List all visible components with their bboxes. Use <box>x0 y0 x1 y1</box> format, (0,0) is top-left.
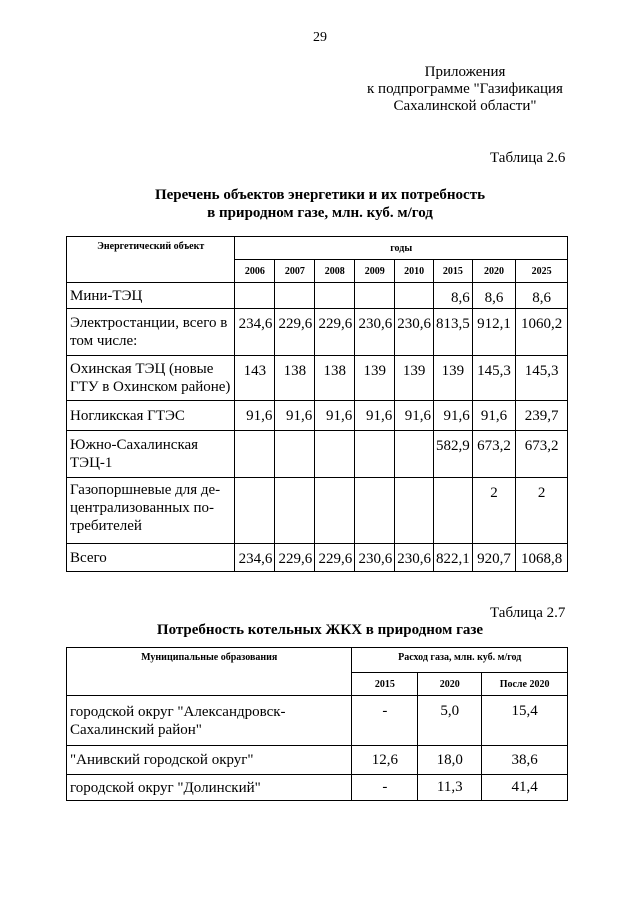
table-2-6-title <box>0 186 640 222</box>
cell-value: 91,6 <box>235 401 275 431</box>
cell-value: 11,3 <box>418 775 482 801</box>
table-row <box>67 283 568 309</box>
cell-value: 38,6 <box>482 746 568 775</box>
cell-value: 673,2 <box>516 431 568 478</box>
table-2-7-label: Таблица 2.7 <box>490 605 566 621</box>
table-row <box>67 431 568 478</box>
page-number: 29 <box>313 30 327 45</box>
cell-value <box>315 283 355 309</box>
row-label: Мини-ТЭЦ <box>67 283 235 309</box>
row-label: "Анивский городской округ" <box>67 746 352 775</box>
column-header-years: годы <box>235 237 568 260</box>
table-2-6-label: Таблица 2.6 <box>490 150 566 166</box>
cell-value <box>235 478 275 544</box>
cell-value: - <box>352 775 418 801</box>
cell-value: 234,6 <box>235 309 275 356</box>
year-header: 2009 <box>355 260 395 283</box>
table-row <box>67 544 568 572</box>
cell-value: 91,6 <box>433 401 472 431</box>
appendix-header <box>330 64 600 115</box>
table-row <box>67 478 568 544</box>
subcolumn-header: 2020 <box>418 673 482 696</box>
table-row <box>67 401 568 431</box>
cell-value: 229,6 <box>315 544 355 572</box>
cell-value: 91,6 <box>395 401 434 431</box>
cell-value <box>433 478 472 544</box>
table-row <box>67 309 568 356</box>
cell-value: 139 <box>355 356 395 401</box>
row-label: Газопоршневые для де-централизованных по-требителей <box>67 478 235 544</box>
cell-value: 229,6 <box>275 544 315 572</box>
year-header: 2007 <box>275 260 315 283</box>
cell-value: 582,9 <box>433 431 472 478</box>
subcolumn-header: 2015 <box>352 673 418 696</box>
cell-value <box>355 478 395 544</box>
row-label: Всего <box>67 544 235 572</box>
year-header: 2015 <box>433 260 472 283</box>
cell-value: 41,4 <box>482 775 568 801</box>
cell-value: 91,6 <box>472 401 516 431</box>
year-header: 2008 <box>315 260 355 283</box>
row-label: Электростанции, всего в том числе: <box>67 309 235 356</box>
cell-value: 230,6 <box>395 544 434 572</box>
cell-value <box>275 431 315 478</box>
column-header-municipal: Муниципальные образования <box>67 648 352 696</box>
cell-value: 91,6 <box>275 401 315 431</box>
table-2-7-title: Потребность котельных ЖКХ в природном газе <box>156 622 484 638</box>
table-2-7 <box>66 647 568 801</box>
table-row <box>67 696 568 746</box>
cell-value: 12,6 <box>352 746 418 775</box>
cell-value: 91,6 <box>315 401 355 431</box>
row-label: городской округ "Александровск-Сахалинский район" <box>67 696 352 746</box>
cell-value: 139 <box>395 356 434 401</box>
cell-value: 230,6 <box>355 309 395 356</box>
year-header: 2006 <box>235 260 275 283</box>
cell-value: 138 <box>275 356 315 401</box>
row-label: Южно-Сахалинская ТЭЦ-1 <box>67 431 235 478</box>
cell-value <box>395 478 434 544</box>
cell-value <box>275 478 315 544</box>
table-title-line: в природном газе, млн. куб. м/год <box>207 205 433 221</box>
cell-value <box>315 431 355 478</box>
cell-value: 143 <box>235 356 275 401</box>
cell-value <box>235 283 275 309</box>
cell-value: 234,6 <box>235 544 275 572</box>
year-header: 2010 <box>395 260 434 283</box>
year-header: 2020 <box>472 260 516 283</box>
cell-value <box>315 478 355 544</box>
year-header: 2025 <box>516 260 568 283</box>
cell-value <box>395 283 434 309</box>
cell-value: 813,5 <box>433 309 472 356</box>
cell-value: 2 <box>472 478 516 544</box>
cell-value: 138 <box>315 356 355 401</box>
cell-value <box>355 283 395 309</box>
table-row <box>67 356 568 401</box>
column-header-object: Энергетический объект <box>67 237 235 283</box>
cell-value <box>355 431 395 478</box>
cell-value: 15,4 <box>482 696 568 746</box>
cell-value: 239,7 <box>516 401 568 431</box>
cell-value <box>235 431 275 478</box>
cell-value: 18,0 <box>418 746 482 775</box>
cell-value: 1060,2 <box>516 309 568 356</box>
cell-value: 145,3 <box>472 356 516 401</box>
cell-value: 91,6 <box>355 401 395 431</box>
table-row <box>67 746 568 775</box>
appendix-line: к подпрограмме "Газификация <box>367 81 563 97</box>
cell-value: 1068,8 <box>516 544 568 572</box>
cell-value <box>395 431 434 478</box>
cell-value: 229,6 <box>275 309 315 356</box>
cell-value: 673,2 <box>472 431 516 478</box>
row-label: Охинская ТЭЦ (новые ГТУ в Охинском районе) <box>67 356 235 401</box>
table-title-line: Перечень объектов энергетики и их потребность <box>154 187 486 203</box>
row-label: городской округ "Долинский" <box>67 775 352 801</box>
cell-value: 822,1 <box>433 544 472 572</box>
cell-value: 8,6 <box>516 283 568 309</box>
subcolumn-header: После 2020 <box>482 673 568 696</box>
table-row <box>67 775 568 801</box>
appendix-line: Сахалинской области" <box>393 98 537 114</box>
table-2-6 <box>66 236 568 572</box>
cell-value: 5,0 <box>418 696 482 746</box>
cell-value: 229,6 <box>315 309 355 356</box>
column-header-consumption: Расход газа, млн. куб. м/год <box>352 648 568 673</box>
cell-value: 920,7 <box>472 544 516 572</box>
cell-value <box>275 283 315 309</box>
cell-value: - <box>352 696 418 746</box>
cell-value: 8,6 <box>472 283 516 309</box>
cell-value: 139 <box>433 356 472 401</box>
row-label: Ногликская ГТЭС <box>67 401 235 431</box>
cell-value: 230,6 <box>395 309 434 356</box>
cell-value: 145,3 <box>516 356 568 401</box>
cell-value: 2 <box>516 478 568 544</box>
cell-value: 230,6 <box>355 544 395 572</box>
appendix-line: Приложения <box>424 64 506 80</box>
cell-value: 912,1 <box>472 309 516 356</box>
cell-value: 8,6 <box>433 283 472 309</box>
